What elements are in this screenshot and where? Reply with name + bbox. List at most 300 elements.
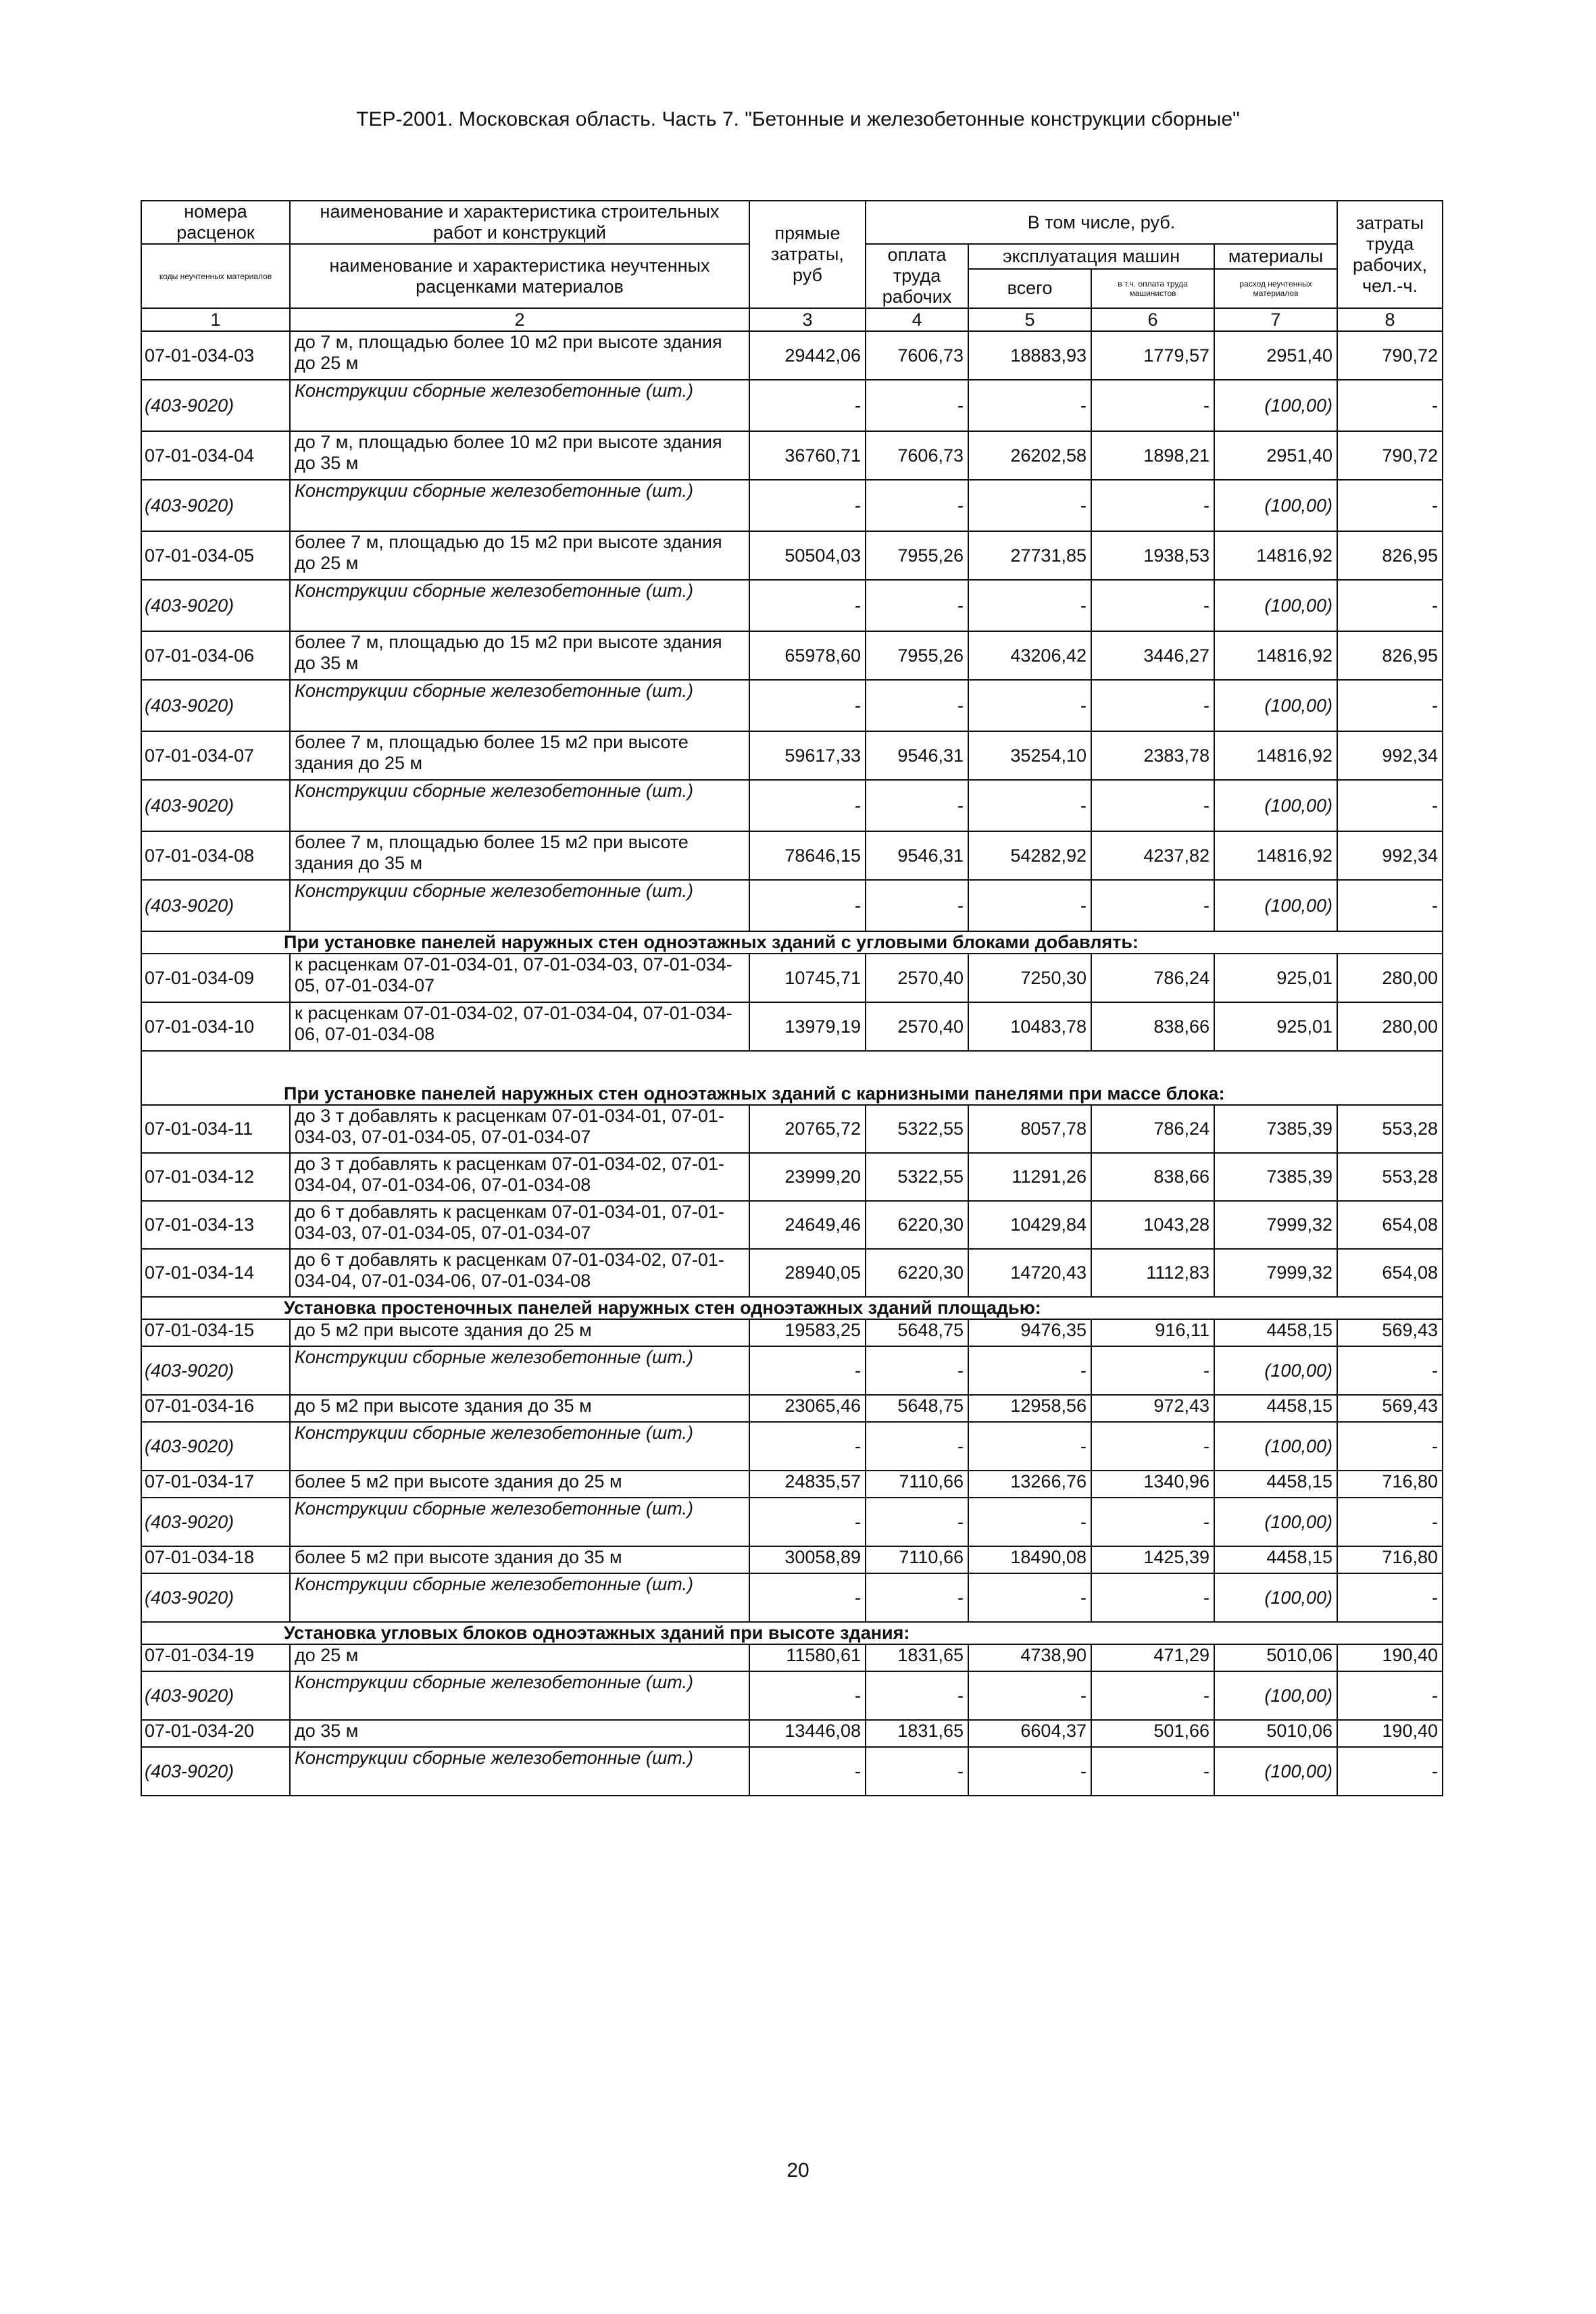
direct-costs: 23999,20 [749,1153,866,1201]
wages: 6220,30 [866,1201,968,1249]
machines-total: 12958,56 [968,1395,1091,1422]
machines-total: 11291,26 [968,1153,1091,1201]
material-value: - [968,880,1091,931]
table-row [141,1319,1443,1346]
wages: 1831,65 [866,1644,968,1671]
material-value: - [968,1671,1091,1720]
material-value: - [1337,1671,1443,1720]
material-value: - [968,580,1091,631]
material-description: Конструкции сборные железобетонные (шт.) [290,1346,749,1395]
machinist-wages: 1425,39 [1091,1546,1214,1573]
section-heading [141,931,1443,954]
materials-cost: 4458,15 [1214,1471,1337,1498]
direct-costs: 10745,71 [749,954,866,1002]
material-code: (403-9020) [141,680,290,731]
labor-hours: 280,00 [1337,954,1443,1002]
material-value: - [866,1573,968,1622]
material-value: - [968,380,1091,431]
labor-hours: 716,80 [1337,1546,1443,1573]
rate-description: до 6 т добавлять к расценкам 07-01-034-01, 07-01-034-03, 07-01-034-05, 07-01-034-07 [290,1201,749,1249]
material-value: - [749,380,866,431]
material-value: - [749,680,866,731]
material-value: (100,00) [1214,1573,1337,1622]
labor-hours: 569,43 [1337,1395,1443,1422]
machinist-wages: 972,43 [1091,1395,1214,1422]
materials-cost: 14816,92 [1214,731,1337,780]
material-value: (100,00) [1214,1747,1337,1796]
machinist-wages: 2383,78 [1091,731,1214,780]
rate-code: 07-01-034-16 [141,1395,290,1422]
material-value: - [1091,680,1214,731]
rate-description: более 7 м, площадью более 15 м2 при высоте здания до 25 м [290,731,749,780]
column-number: 2 [290,308,749,331]
material-value: - [968,1747,1091,1796]
material-value: (100,00) [1214,880,1337,931]
direct-costs: 50504,03 [749,531,866,580]
section-title: При установке панелей наружных стен одноэтажных зданий с карнизными панелями при массе блока: [141,1051,1443,1105]
section-heading [141,1051,1443,1105]
materials-cost: 7999,32 [1214,1249,1337,1297]
materials-cost: 5010,06 [1214,1644,1337,1671]
material-code: (403-9020) [141,1747,290,1796]
machines-total: 13266,76 [968,1471,1091,1498]
direct-costs: 24835,57 [749,1471,866,1498]
wages: 7110,66 [866,1471,968,1498]
material-value: - [1091,1346,1214,1395]
material-row [141,1671,1443,1720]
material-value: - [968,780,1091,831]
material-row [141,380,1443,431]
material-row [141,1422,1443,1471]
labor-hours: 190,40 [1337,1644,1443,1671]
material-value: - [1337,1422,1443,1471]
material-code: (403-9020) [141,880,290,931]
material-row [141,780,1443,831]
rate-description: более 5 м2 при высоте здания до 25 м [290,1471,749,1498]
direct-costs: 11580,61 [749,1644,866,1671]
rate-description: более 5 м2 при высоте здания до 35 м [290,1546,749,1573]
rate-code: 07-01-034-17 [141,1471,290,1498]
header-work-name: наименование и характеристика строительных работ и конструкций [290,201,749,244]
rate-description: до 35 м [290,1720,749,1747]
materials-cost: 2951,40 [1214,331,1337,380]
material-value: - [749,1498,866,1546]
machines-total: 18883,93 [968,331,1091,380]
material-value: - [1337,1346,1443,1395]
material-value: - [866,780,968,831]
machinist-wages: 4237,82 [1091,831,1214,880]
rate-code: 07-01-034-04 [141,431,290,480]
machines-total: 6604,37 [968,1720,1091,1747]
header-materials: материалы [1214,244,1337,269]
machines-total: 9476,35 [968,1319,1091,1346]
material-value: - [749,1346,866,1395]
table-row [141,1546,1443,1573]
materials-cost: 4458,15 [1214,1546,1337,1573]
material-value: - [1091,1498,1214,1546]
material-code: (403-9020) [141,380,290,431]
column-number: 5 [968,308,1091,331]
material-description: Конструкции сборные железобетонные (шт.) [290,1498,749,1546]
rate-code: 07-01-034-06 [141,631,290,680]
table-row [141,431,1443,480]
material-value: - [1091,580,1214,631]
material-row [141,680,1443,731]
material-row [141,1747,1443,1796]
machines-total: 27731,85 [968,531,1091,580]
header-material-codes: коды неучтенных материалов [141,244,290,308]
material-value: - [866,880,968,931]
material-value: - [1337,780,1443,831]
page-title: ТЕР-2001. Московская область. Часть 7. "Бетонные и железобетонные конструкции сборные" [356,108,1240,130]
wages: 7955,26 [866,531,968,580]
materials-cost: 925,01 [1214,1002,1337,1051]
material-value: - [968,1422,1091,1471]
machinist-wages: 1043,28 [1091,1201,1214,1249]
labor-hours: 790,72 [1337,431,1443,480]
column-number: 6 [1091,308,1214,331]
machinist-wages: 1340,96 [1091,1471,1214,1498]
table-row [141,1395,1443,1422]
table-row [141,631,1443,680]
material-value: (100,00) [1214,780,1337,831]
labor-hours: 280,00 [1337,1002,1443,1051]
materials-cost: 4458,15 [1214,1319,1337,1346]
material-value: - [968,1346,1091,1395]
material-value: - [749,480,866,531]
wages: 9546,31 [866,731,968,780]
labor-hours: 716,80 [1337,1471,1443,1498]
material-value: (100,00) [1214,480,1337,531]
rate-description: к расценкам 07-01-034-02, 07-01-034-04, 07-01-034-06, 07-01-034-08 [290,1002,749,1051]
machines-total: 14720,43 [968,1249,1091,1297]
material-value: - [1091,480,1214,531]
material-code: (403-9020) [141,1671,290,1720]
machinist-wages: 471,29 [1091,1644,1214,1671]
material-value: (100,00) [1214,1346,1337,1395]
rate-code: 07-01-034-05 [141,531,290,580]
direct-costs: 23065,46 [749,1395,866,1422]
table-row [141,331,1443,380]
material-value: - [1091,1747,1214,1796]
material-value: (100,00) [1214,380,1337,431]
table-row [141,954,1443,1002]
table-header [141,201,1443,331]
header-labor-hours: затраты труда рабочих, чел.-ч. [1337,201,1443,308]
machinist-wages: 3446,27 [1091,631,1214,680]
wages: 9546,31 [866,831,968,880]
materials-cost: 5010,06 [1214,1720,1337,1747]
rate-code: 07-01-034-15 [141,1319,290,1346]
rate-code: 07-01-034-09 [141,954,290,1002]
machines-total: 26202,58 [968,431,1091,480]
wages: 5648,75 [866,1319,968,1346]
materials-cost: 7999,32 [1214,1201,1337,1249]
wages: 5322,55 [866,1105,968,1153]
machinist-wages: 1898,21 [1091,431,1214,480]
material-code: (403-9020) [141,480,290,531]
column-number: 7 [1214,308,1337,331]
rate-description: до 6 т добавлять к расценкам 07-01-034-02, 07-01-034-04, 07-01-034-06, 07-01-034-08 [290,1249,749,1297]
material-value: - [1337,1747,1443,1796]
material-value: - [968,1498,1091,1546]
machines-total: 18490,08 [968,1546,1091,1573]
material-description: Конструкции сборные железобетонные (шт.) [290,880,749,931]
material-value: - [866,580,968,631]
rate-code: 07-01-034-20 [141,1720,290,1747]
material-value: - [866,380,968,431]
rate-code: 07-01-034-19 [141,1644,290,1671]
material-value: - [866,1422,968,1471]
material-value: - [1337,380,1443,431]
section-heading [141,1297,1443,1319]
page-number: 20 [787,2159,809,2182]
header-material-names: наименование и характеристика неучтенных расценками материалов [290,244,749,308]
table-row [141,1105,1443,1153]
rate-description: до 7 м, площадью более 10 м2 при высоте здания до 25 м [290,331,749,380]
material-value: - [1091,1573,1214,1622]
material-description: Конструкции сборные железобетонные (шт.) [290,680,749,731]
material-code: (403-9020) [141,1498,290,1546]
material-value: - [1091,1671,1214,1720]
material-value: - [866,1498,968,1546]
machines-total: 10429,84 [968,1201,1091,1249]
machines-total: 35254,10 [968,731,1091,780]
materials-cost: 2951,40 [1214,431,1337,480]
group-corner-blocks [141,1644,1443,1796]
material-code: (403-9020) [141,1422,290,1471]
material-value: - [1337,580,1443,631]
material-value: - [968,680,1091,731]
labor-hours: 654,08 [1337,1201,1443,1249]
rates-table [141,200,1443,1796]
column-numbers-row [141,308,1443,331]
rate-code: 07-01-034-13 [141,1201,290,1249]
group-corner-blocks-add [141,954,1443,1051]
direct-costs: 24649,46 [749,1201,866,1249]
wages: 1831,65 [866,1720,968,1747]
section-title: Установка простеночных панелей наружных стен одноэтажных зданий площадью: [141,1297,1443,1319]
header-including: В том числе, руб. [866,201,1337,244]
material-value: - [749,1422,866,1471]
labor-hours: 190,40 [1337,1720,1443,1747]
rate-code: 07-01-034-14 [141,1249,290,1297]
column-number: 1 [141,308,290,331]
material-value: - [866,1346,968,1395]
material-description: Конструкции сборные железобетонные (шт.) [290,1573,749,1622]
material-description: Конструкции сборные железобетонные (шт.) [290,380,749,431]
rate-description: до 25 м [290,1644,749,1671]
machinist-wages: 1112,83 [1091,1249,1214,1297]
rate-description: до 5 м2 при высоте здания до 35 м [290,1395,749,1422]
materials-cost: 14816,92 [1214,531,1337,580]
labor-hours: 569,43 [1337,1319,1443,1346]
machines-total: 7250,30 [968,954,1091,1002]
material-code: (403-9020) [141,1346,290,1395]
wages: 2570,40 [866,1002,968,1051]
rate-description: более 7 м, площадью более 15 м2 при высоте здания до 35 м [290,831,749,880]
machinist-wages: 786,24 [1091,954,1214,1002]
rate-description: более 7 м, площадью до 15 м2 при высоте здания до 25 м [290,531,749,580]
material-value: - [1337,1573,1443,1622]
material-value: - [749,1671,866,1720]
material-value: - [1091,380,1214,431]
machinist-wages: 786,24 [1091,1105,1214,1153]
materials-cost: 14816,92 [1214,631,1337,680]
machines-total: 54282,92 [968,831,1091,880]
table-row [141,1471,1443,1498]
wages: 7110,66 [866,1546,968,1573]
material-value: - [749,880,866,931]
machinist-wages: 838,66 [1091,1002,1214,1051]
wages: 6220,30 [866,1249,968,1297]
material-row [141,580,1443,631]
material-description: Конструкции сборные железобетонные (шт.) [290,580,749,631]
rate-code: 07-01-034-10 [141,1002,290,1051]
header-machinist-wages: в т.ч. оплата труда машинистов [1091,269,1214,308]
material-description: Конструкции сборные железобетонные (шт.) [290,1671,749,1720]
labor-hours: 992,34 [1337,731,1443,780]
direct-costs: 78646,15 [749,831,866,880]
material-code: (403-9020) [141,580,290,631]
material-description: Конструкции сборные железобетонные (шт.) [290,780,749,831]
column-number: 8 [1337,308,1443,331]
material-value: - [1337,880,1443,931]
direct-costs: 59617,33 [749,731,866,780]
materials-cost: 7385,39 [1214,1105,1337,1153]
direct-costs: 19583,25 [749,1319,866,1346]
rate-code: 07-01-034-18 [141,1546,290,1573]
material-value: - [968,480,1091,531]
rate-description: до 7 м, площадью более 10 м2 при высоте здания до 35 м [290,431,749,480]
material-value: - [1091,880,1214,931]
materials-cost: 7385,39 [1214,1153,1337,1201]
rate-description: до 3 т добавлять к расценкам 07-01-034-02, 07-01-034-04, 07-01-034-06, 07-01-034-08 [290,1153,749,1201]
wages: 5648,75 [866,1395,968,1422]
rate-code: 07-01-034-11 [141,1105,290,1153]
direct-costs: 13446,08 [749,1720,866,1747]
machines-total: 8057,78 [968,1105,1091,1153]
table-row [141,1720,1443,1747]
material-description: Конструкции сборные железобетонные (шт.) [290,1747,749,1796]
header-wages: оплата труда рабочих [866,244,968,308]
material-value: - [1337,1498,1443,1546]
table-row [141,731,1443,780]
material-value: (100,00) [1214,1498,1337,1546]
header-machines-total: всего [968,269,1091,308]
rate-code: 07-01-034-07 [141,731,290,780]
header-machines: эксплуатация машин [968,244,1214,269]
group-pier-panels [141,1319,1443,1622]
material-code: (403-9020) [141,780,290,831]
material-value: - [749,780,866,831]
material-description: Конструкции сборные железобетонные (шт.) [290,1422,749,1471]
material-value: - [968,1573,1091,1622]
labor-hours: 654,08 [1337,1249,1443,1297]
material-row [141,1498,1443,1546]
machines-total: 4738,90 [968,1644,1091,1671]
group-cornice-panels [141,1105,1443,1297]
machinist-wages: 501,66 [1091,1720,1214,1747]
materials-cost: 925,01 [1214,954,1337,1002]
rate-code: 07-01-034-12 [141,1153,290,1201]
rate-code: 07-01-034-03 [141,331,290,380]
section-heading [141,1622,1443,1644]
direct-costs: 13979,19 [749,1002,866,1051]
material-value: - [1091,1422,1214,1471]
column-number: 4 [866,308,968,331]
direct-costs: 65978,60 [749,631,866,680]
rate-description: более 7 м, площадью до 15 м2 при высоте здания до 35 м [290,631,749,680]
material-value: - [749,1573,866,1622]
header-rate-number: номера расценок [141,201,290,244]
table-row [141,1201,1443,1249]
material-value: - [1337,480,1443,531]
rate-description: до 5 м2 при высоте здания до 25 м [290,1319,749,1346]
material-value: - [866,680,968,731]
material-value: - [749,1747,866,1796]
labor-hours: 553,28 [1337,1105,1443,1153]
material-row [141,480,1443,531]
machinist-wages: 838,66 [1091,1153,1214,1201]
group-panels [141,331,1443,931]
table-row [141,1644,1443,1671]
direct-costs: 30058,89 [749,1546,866,1573]
material-value: (100,00) [1214,580,1337,631]
material-value: - [866,480,968,531]
direct-costs: 20765,72 [749,1105,866,1153]
material-row [141,1573,1443,1622]
labor-hours: 826,95 [1337,531,1443,580]
machinist-wages: 1779,57 [1091,331,1214,380]
wages: 7955,26 [866,631,968,680]
direct-costs: 36760,71 [749,431,866,480]
materials-cost: 4458,15 [1214,1395,1337,1422]
wages: 2570,40 [866,954,968,1002]
material-value: - [1337,680,1443,731]
header-material-consumption: расход неучтенных материалов [1214,269,1337,308]
material-value: - [866,1671,968,1720]
wages: 7606,73 [866,431,968,480]
machinist-wages: 1938,53 [1091,531,1214,580]
direct-costs: 28940,05 [749,1249,866,1297]
machines-total: 10483,78 [968,1002,1091,1051]
direct-costs: 29442,06 [749,331,866,380]
machinist-wages: 916,11 [1091,1319,1214,1346]
labor-hours: 553,28 [1337,1153,1443,1201]
table-row [141,1249,1443,1297]
section-title: При установке панелей наружных стен одноэтажных зданий с угловыми блоками добавлять: [141,931,1443,954]
table-row [141,531,1443,580]
material-value: - [749,580,866,631]
machines-total: 43206,42 [968,631,1091,680]
rate-description: к расценкам 07-01-034-01, 07-01-034-03, 07-01-034-05, 07-01-034-07 [290,954,749,1002]
wages: 5322,55 [866,1153,968,1201]
material-description: Конструкции сборные железобетонные (шт.) [290,480,749,531]
header-direct-costs: прямые затраты, руб [749,201,866,308]
table-row [141,1002,1443,1051]
labor-hours: 992,34 [1337,831,1443,880]
labor-hours: 790,72 [1337,331,1443,380]
material-value: - [1091,780,1214,831]
material-row [141,1346,1443,1395]
labor-hours: 826,95 [1337,631,1443,680]
materials-cost: 14816,92 [1214,831,1337,880]
material-value: (100,00) [1214,680,1337,731]
material-value: - [866,1747,968,1796]
material-value: (100,00) [1214,1422,1337,1471]
wages: 7606,73 [866,331,968,380]
